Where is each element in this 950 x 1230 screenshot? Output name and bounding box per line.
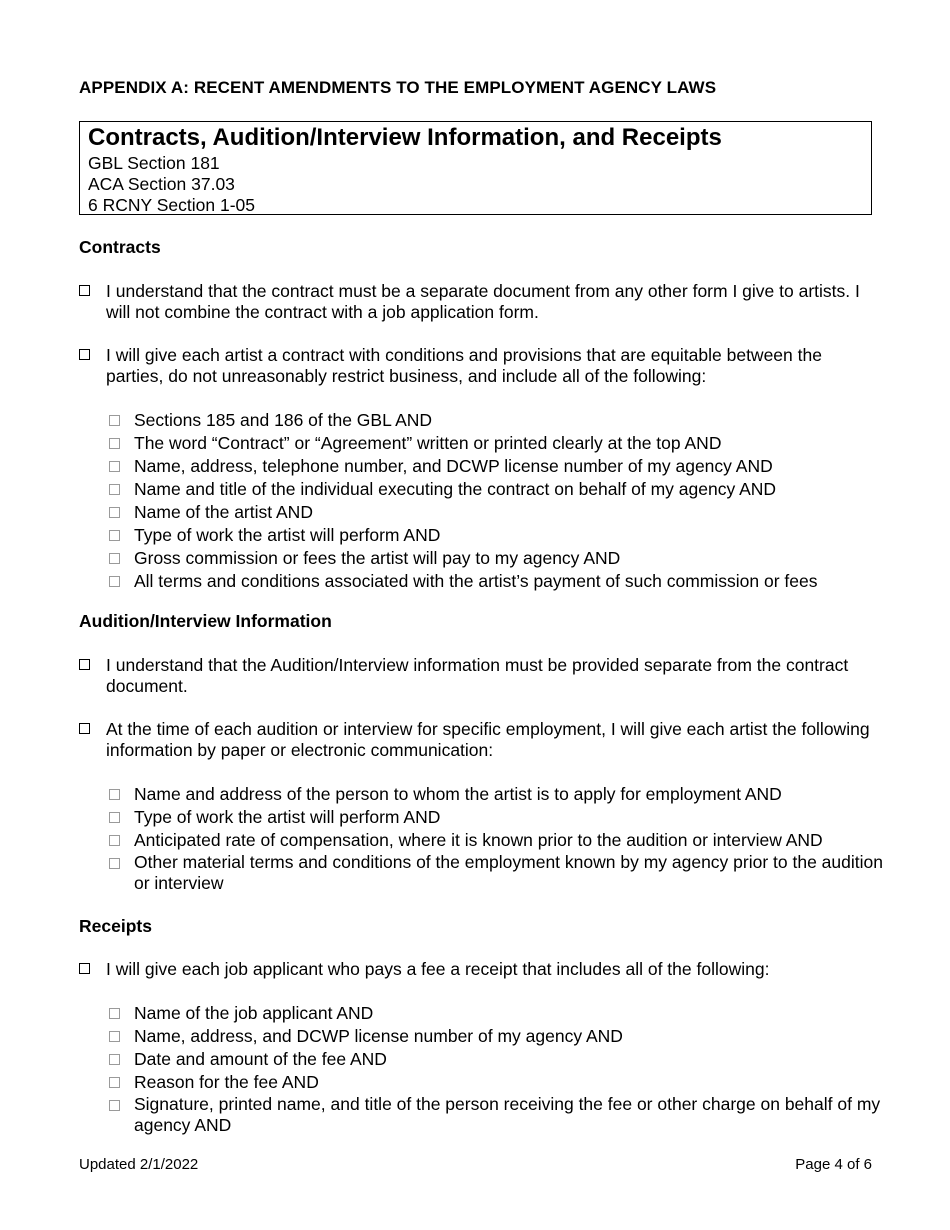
checkbox[interactable] <box>109 812 120 823</box>
list-item[interactable] <box>109 1094 889 1136</box>
list-item-text: Gross commission or fees the artist will pay to my agency AND <box>134 548 621 568</box>
citation-aca: ACA Section 37.03 <box>88 174 235 194</box>
list-item-text: Name and address of the person to whom the artist is to apply for employment AND <box>134 784 782 804</box>
list-item-text: Anticipated rate of compensation, where it is known prior to the audition or interview AND <box>134 830 823 850</box>
citation-rcny: 6 RCNY Section 1-05 <box>88 195 255 215</box>
footer-updated-date: Updated 2/1/2022 <box>79 1156 199 1173</box>
checkbox[interactable] <box>109 553 120 564</box>
item-text: I will give each job applicant who pays a fee a receipt that includes all of the following: <box>106 959 770 979</box>
checkbox[interactable] <box>79 285 90 296</box>
item-text: At the time of each audition or interview for specific employment, I will give each artist the following information by paper or electronic communication: <box>106 719 870 760</box>
list-item[interactable] <box>109 409 889 432</box>
box-title: Contracts, Audition/Interview Information, and Receipts <box>88 124 722 151</box>
audition-item-give-information[interactable] <box>79 719 879 761</box>
receipts-requirements-list <box>109 1002 889 1136</box>
audition-requirements-list <box>109 783 889 894</box>
list-item-text: Name, address, telephone number, and DCWP license number of my agency AND <box>134 456 773 476</box>
checkbox[interactable] <box>109 1008 120 1019</box>
checkbox[interactable] <box>109 415 120 426</box>
list-item-text: Name of the job applicant AND <box>134 1003 374 1023</box>
list-item[interactable] <box>109 455 889 478</box>
contracts-item-separate-document[interactable] <box>79 281 879 323</box>
contracts-requirements-list <box>109 409 889 593</box>
item-text: I will give each artist a contract with conditions and provisions that are equitable between the parties, do not unreasonably restrict business, and include all of the following: <box>106 345 822 386</box>
list-item[interactable] <box>109 806 889 829</box>
heading-audition-interview: Audition/Interview Information <box>79 611 332 631</box>
checkbox[interactable] <box>79 963 90 974</box>
checkbox[interactable] <box>109 835 120 846</box>
list-item[interactable] <box>109 524 889 547</box>
checkbox[interactable] <box>109 461 120 472</box>
footer-page-number: Page 4 of 6 <box>795 1156 872 1173</box>
list-item[interactable] <box>109 852 889 894</box>
section-header-box <box>79 121 872 215</box>
list-item[interactable] <box>109 1025 889 1048</box>
list-item[interactable] <box>109 478 889 501</box>
list-item[interactable] <box>109 432 889 455</box>
list-item-text: Type of work the artist will perform AND <box>134 807 441 827</box>
audition-item-separate-information[interactable] <box>79 655 879 697</box>
list-item-text: Date and amount of the fee AND <box>134 1049 387 1069</box>
appendix-title: APPENDIX A: RECENT AMENDMENTS TO THE EMPLOYMENT AGENCY LAWS <box>79 78 717 97</box>
citation-gbl: GBL Section 181 <box>88 153 220 173</box>
checkbox[interactable] <box>79 723 90 734</box>
list-item-text: Type of work the artist will perform AND <box>134 525 441 545</box>
heading-receipts: Receipts <box>79 916 152 936</box>
list-item[interactable] <box>109 570 889 593</box>
checkbox[interactable] <box>109 530 120 541</box>
list-item[interactable] <box>109 783 889 806</box>
checkbox[interactable] <box>79 349 90 360</box>
list-item[interactable] <box>109 501 889 524</box>
checkbox[interactable] <box>109 484 120 495</box>
item-text: I understand that the contract must be a separate document from any other form I give to artists. I will not combine the contract with a job application form. <box>106 281 860 322</box>
list-item-text: Name, address, and DCWP license number of my agency AND <box>134 1026 623 1046</box>
checkbox[interactable] <box>109 1077 120 1088</box>
checkbox[interactable] <box>109 1100 120 1111</box>
checkbox[interactable] <box>109 789 120 800</box>
list-item-text: Name of the artist AND <box>134 502 313 522</box>
checkbox[interactable] <box>109 1031 120 1042</box>
checkbox[interactable] <box>109 576 120 587</box>
list-item[interactable] <box>109 1002 889 1025</box>
list-item-text: Name and title of the individual executing the contract on behalf of my agency AND <box>134 479 777 499</box>
list-item-text: Sections 185 and 186 of the GBL AND <box>134 410 433 430</box>
list-item-text: The word “Contract” or “Agreement” written or printed clearly at the top AND <box>134 433 722 453</box>
list-item[interactable] <box>109 1048 889 1071</box>
item-text: I understand that the Audition/Interview information must be provided separate from the contract document. <box>106 655 849 696</box>
checkbox[interactable] <box>109 1054 120 1065</box>
checkbox[interactable] <box>109 438 120 449</box>
checkbox[interactable] <box>109 507 120 518</box>
receipts-item-give-receipt[interactable] <box>79 959 879 980</box>
list-item[interactable] <box>109 829 889 852</box>
list-item-text: Reason for the fee AND <box>134 1072 319 1092</box>
list-item-text: Other material terms and conditions of the employment known by my agency prior to the audition or interview <box>134 852 883 893</box>
list-item-text: All terms and conditions associated with the artist’s payment of such commission or fees <box>134 571 818 591</box>
list-item[interactable] <box>109 1071 889 1094</box>
list-item-text: Signature, printed name, and title of the person receiving the fee or other charge on behalf of my agency AND <box>134 1094 881 1135</box>
checkbox[interactable] <box>79 659 90 670</box>
heading-contracts: Contracts <box>79 237 161 257</box>
contracts-item-equitable-contract[interactable] <box>79 345 879 387</box>
checkbox[interactable] <box>109 858 120 869</box>
list-item[interactable] <box>109 547 889 570</box>
